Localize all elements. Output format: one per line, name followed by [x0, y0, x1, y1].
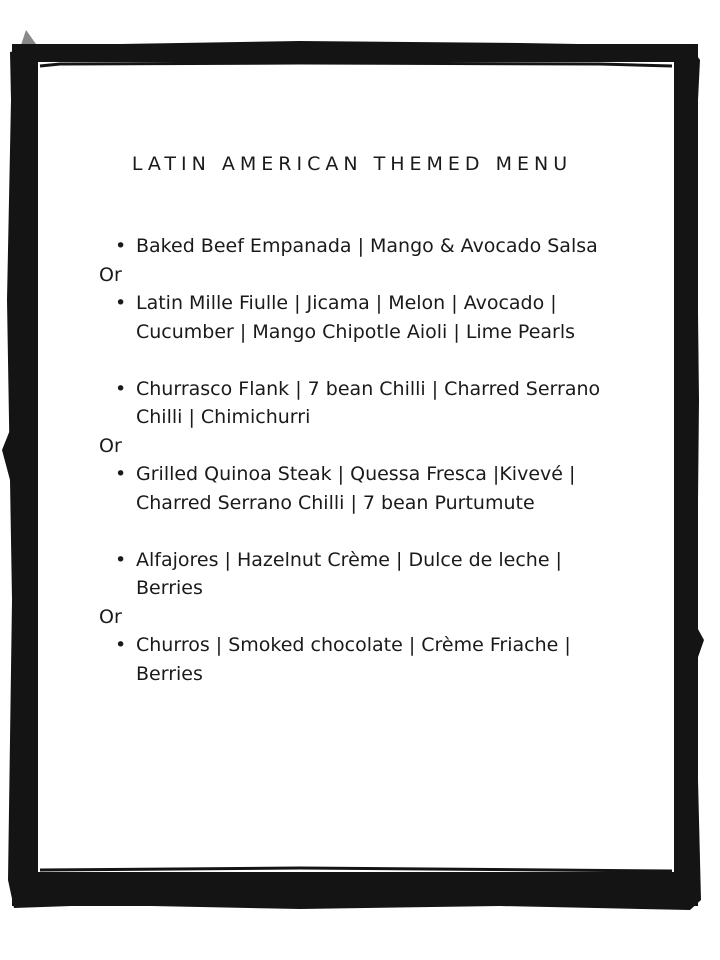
menu-item-text: Alfajores | Hazelnut Crème | Dulce de leche | Berries [136, 548, 562, 599]
or-separator: Or [99, 263, 122, 286]
menu-item [99, 232, 626, 261]
menu-item [99, 546, 626, 603]
bullet-icon: • [115, 463, 127, 485]
menu-item [99, 631, 626, 688]
menu-item-text: Grilled Quinoa Steak | Quessa Fresca |Kivevé | Charred Serrano Chilli | 7 bean Purtumute [136, 463, 576, 514]
menu-item [99, 375, 626, 432]
or-separator: Or [99, 605, 122, 628]
menu-item-text: Baked Beef Empanada | Mango & Avocado Salsa [136, 235, 598, 257]
menu-item-text: Churrasco Flank | 7 bean Chilli | Charred Serrano Chilli | Chimichurri [136, 377, 601, 428]
course-spacer [99, 346, 659, 375]
menu-title: LATIN AMERICAN THEMED MENU [131, 153, 573, 175]
menu-item-text: Churros | Smoked chocolate | Crème Friache | Berries [136, 634, 571, 685]
bullet-icon: • [115, 235, 127, 257]
menu-item-text: Latin Mille Fiulle | Jicama | Melon | Avocado | Cucumber | Mango Chipotle Aioli | Lime Pearls [136, 292, 576, 343]
menu-item [99, 460, 626, 517]
bullet-icon: • [115, 634, 127, 656]
or-separator: Or [99, 434, 122, 457]
course-spacer [99, 517, 659, 546]
bullet-icon: • [115, 548, 127, 571]
bullet-icon: • [115, 292, 127, 314]
bullet-icon: • [115, 377, 127, 400]
menu-item [99, 289, 626, 346]
menu-list [99, 232, 659, 688]
